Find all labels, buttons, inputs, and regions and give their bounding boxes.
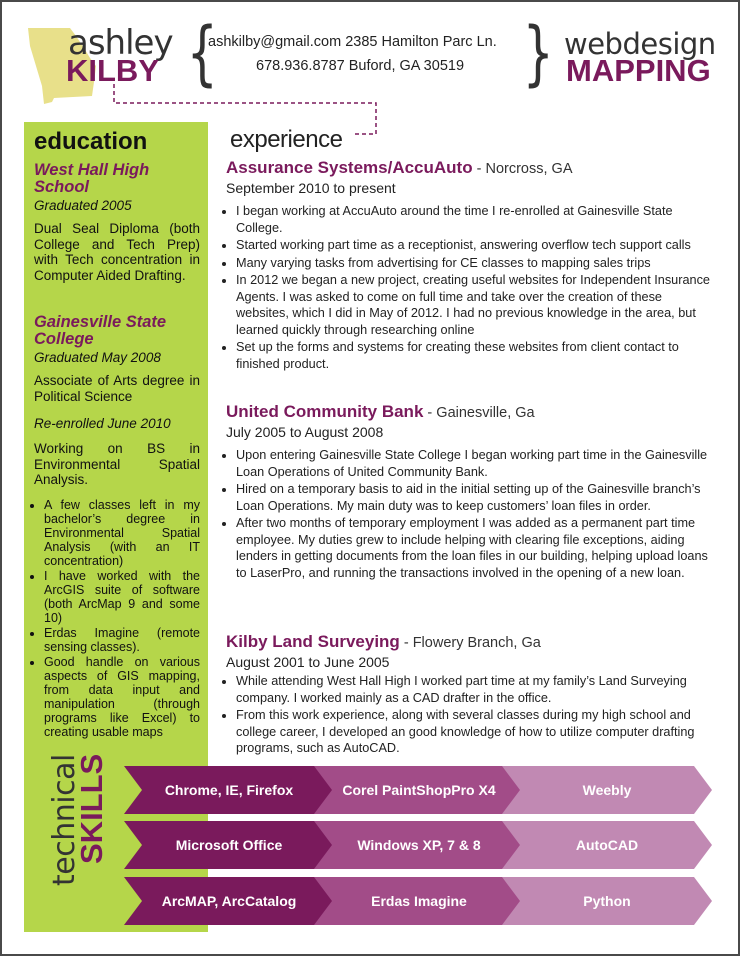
- reenrolled-date: Re-enrolled June 2010: [34, 416, 171, 431]
- list-item: • Started working part time as a receptionist, answering overflow tech support calls: [236, 237, 714, 254]
- list-item: • A few classes left in my bachelor’s degree in Environmental Spatial Analysis (with an IT concentration): [44, 498, 200, 568]
- list-item: • From this work experience, along with several classes during my high school and college career, I developed an good knowledge of how to utilize computer drafting programs, such as AutoCAD.: [236, 707, 714, 757]
- company-location: - Flowery Branch, Ga: [399, 635, 541, 651]
- title-webdesign: webdesign: [564, 27, 716, 61]
- list-item: • I have worked with the ArcGIS suite of software (both ArcMap 9 and some 10): [44, 569, 200, 625]
- job-accuauto: [226, 158, 714, 373]
- skill-label: Corel PaintShopPro X4: [342, 782, 496, 798]
- company-location: - Norcross, GA: [472, 161, 573, 177]
- company-name: United Community Bank: [226, 402, 424, 421]
- right-brace: }: [522, 12, 554, 94]
- technical-label: technical: [47, 754, 82, 886]
- skill-label: AutoCAD: [575, 837, 639, 853]
- education-heading: education: [34, 128, 148, 155]
- skill-label: Windows XP, 7 & 8: [357, 837, 481, 853]
- skill-chevron: [124, 821, 334, 869]
- last-name: KILBY: [66, 53, 159, 88]
- school-gainesville-state: [34, 314, 200, 740]
- job-dates: September 2010 to present: [226, 180, 396, 196]
- list-item: • Good handle on various aspects of GIS mapping, from data input and manipulation (through programs like Excel) to creating usable maps: [44, 655, 200, 739]
- school-west-hall: [34, 162, 200, 283]
- school-name: Gainesville State College: [34, 313, 167, 348]
- skill-label: Microsoft Office: [175, 837, 283, 853]
- job-bullet-list: [226, 203, 714, 372]
- first-name: ashley: [68, 23, 173, 63]
- skill-label: Chrome, IE, Firefox: [164, 782, 294, 798]
- left-brace: {: [186, 12, 218, 94]
- job-kilby-land-surveying: [226, 632, 714, 758]
- company-name: Assurance Systems/AccuAuto: [226, 158, 473, 177]
- list-item: • Upon entering Gainesville State College I began working part time in the Gainesville Loan Operations of United Community Bank.: [236, 447, 714, 480]
- skill-chevron: [502, 766, 712, 814]
- list-item: • While attending West Hall High I worked part time at my family’s Land Surveying company. I worked mainly as a CAD drafter in the office.: [236, 673, 714, 706]
- education-bullet-list: [34, 498, 200, 739]
- job-dates: August 2001 to June 2005: [226, 654, 390, 670]
- job-bullet-list: [226, 447, 714, 581]
- graduation-date: Graduated May 2008: [34, 350, 161, 365]
- skill-chevron: [124, 766, 334, 814]
- skill-chevron: [502, 877, 712, 925]
- graduation-date: Graduated 2005: [34, 198, 132, 213]
- skill-chevron: [124, 877, 334, 925]
- current-study: Working on BS in Environmental Spatial Analysis.: [34, 441, 200, 487]
- list-item: • Erdas Imagine (remote sensing classes).: [44, 626, 200, 654]
- skill-label: ArcMAP, ArcCatalog: [161, 893, 297, 909]
- skill-chevron: [314, 766, 524, 814]
- experience-heading: experience: [230, 126, 343, 153]
- skills-label: SKILLS: [74, 753, 109, 864]
- list-item: • Many varying tasks from advertising for CE classes to mapping sales trips: [236, 255, 714, 272]
- list-item: • I began working at AccuAuto around the time I re-enrolled at Gainesville State College.: [236, 203, 714, 236]
- job-dates: July 2005 to August 2008: [226, 424, 384, 440]
- school-name: West Hall High School: [34, 161, 150, 196]
- company-location: - Gainesville, Ga: [423, 405, 535, 421]
- skill-chevron: [502, 821, 712, 869]
- skill-chevron: [314, 877, 524, 925]
- list-item: • Hired on a temporary basis to aid in the initial setting up of the Gainesville branch’s Loan Operations. My main duty was to keep customers’ loan files in order.: [236, 481, 714, 514]
- list-item: • In 2012 we began a new project, creating useful websites for Independent Insurance Agents. I was asked to come on full time and take over the creation of these websites, which I did in May of 2012. I had no previous knowledge in the area, but learned quickly through researching online: [236, 272, 714, 338]
- contact-email-address: ashkilby@gmail.com 2385 Hamilton Parc Ln.: [208, 34, 497, 50]
- school-description: Dual Seal Diploma (both College and Tech Prep) with Tech concentration in Computer Aided Drafting.: [34, 221, 200, 283]
- skill-label: Erdas Imagine: [371, 893, 467, 909]
- list-item: • After two months of temporary employment I was added as a permanent part time employee. My duties grew to include helping with clearing file exceptions, aiding lenders in getting documents from the loan files in our building, helping upload loans to LaserPro, and running the transactions involved in the opening of a new loan.: [236, 515, 714, 581]
- skill-label: Python: [583, 893, 631, 909]
- skill-chevron: [314, 821, 524, 869]
- company-name: Kilby Land Surveying: [226, 632, 400, 651]
- job-united-community-bank: [226, 402, 714, 582]
- title-mapping: MAPPING: [566, 53, 711, 88]
- school-description: Associate of Arts degree in Political Science: [34, 373, 200, 404]
- list-item: • Set up the forms and systems for creating these websites from client contact to finished product.: [236, 339, 714, 372]
- contact-phone-city: 678.936.8787 Buford, GA 30519: [256, 58, 465, 74]
- skill-label: Weebly: [582, 782, 632, 798]
- job-bullet-list: [226, 673, 714, 757]
